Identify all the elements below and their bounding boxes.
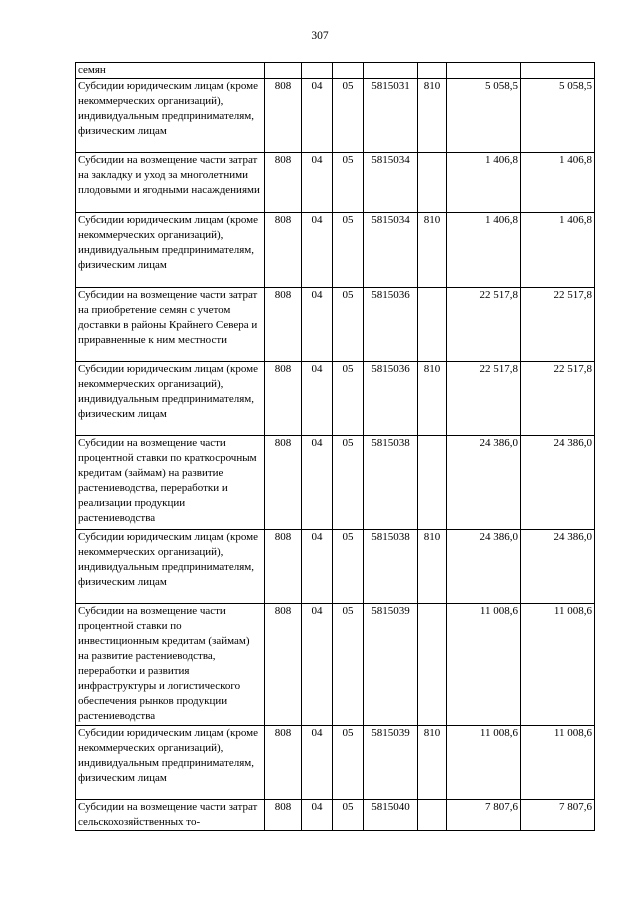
table-row	[76, 63, 595, 79]
amount-2-cell: 1 406,8	[521, 213, 595, 288]
article-code-cell: 5815036	[364, 362, 418, 436]
section-code-cell	[302, 63, 333, 79]
amount-1-cell: 24 386,0	[447, 530, 521, 604]
row-name-cell: Субсидии юридическим лицам (кроме некоммерческих организаций), индивидуальным предпринимателям, физическим лицам	[76, 213, 265, 288]
amount-1-cell: 5 058,5	[447, 79, 521, 153]
row-name-cell: семян	[76, 63, 265, 79]
table-row	[76, 436, 595, 530]
ministry-code-cell: 808	[265, 604, 302, 726]
amount-2-cell: 22 517,8	[521, 288, 595, 362]
subsection-code-cell: 05	[333, 436, 364, 530]
row-name-cell: Субсидии на возмещение части процентной ставки по инвестиционным кредитам (займам) на развитие растениеводства, переработки и развития инфраструктуры и логистического обеспечения рынков продукции растениеводства	[76, 604, 265, 726]
row-name-cell: Субсидии на возмещение части затрат на приобретение семян с учетом доставки в районы Крайнего Севера и приравненные к ним местности	[76, 288, 265, 362]
section-code-cell: 04	[302, 153, 333, 213]
amount-2-cell: 1 406,8	[521, 153, 595, 213]
row-name-cell: Субсидии на возмещение части процентной ставки по краткосрочным кредитам (займам) на развитие растениеводства, переработки и реализации продукции растениеводства	[76, 436, 265, 530]
table-row	[76, 153, 595, 213]
ministry-code-cell: 808	[265, 153, 302, 213]
ministry-code-cell: 808	[265, 362, 302, 436]
article-code-cell: 5815034	[364, 153, 418, 213]
amount-1-cell: 22 517,8	[447, 288, 521, 362]
amount-1-cell: 11 008,6	[447, 604, 521, 726]
section-code-cell: 04	[302, 436, 333, 530]
article-code-cell: 5815039	[364, 604, 418, 726]
amount-2-cell	[521, 63, 595, 79]
table-row	[76, 288, 595, 362]
expense-type-code-cell: 810	[418, 726, 447, 800]
row-name-cell: Субсидии на возмещение части затрат на закладку и уход за многолетними плодовыми и ягодными насаждениями	[76, 153, 265, 213]
amount-2-cell: 7 807,6	[521, 800, 595, 831]
amount-2-cell: 22 517,8	[521, 362, 595, 436]
section-code-cell: 04	[302, 79, 333, 153]
row-name-cell: Субсидии на возмещение части затрат сельскохозяйственных то-	[76, 800, 265, 831]
article-code-cell: 5815038	[364, 436, 418, 530]
subsection-code-cell: 05	[333, 362, 364, 436]
table-row	[76, 726, 595, 800]
section-code-cell: 04	[302, 530, 333, 604]
amount-1-cell	[447, 63, 521, 79]
subsection-code-cell: 05	[333, 604, 364, 726]
subsection-code-cell: 05	[333, 213, 364, 288]
ministry-code-cell: 808	[265, 530, 302, 604]
ministry-code-cell: 808	[265, 213, 302, 288]
table-row	[76, 800, 595, 831]
section-code-cell: 04	[302, 604, 333, 726]
expense-type-code-cell: 810	[418, 213, 447, 288]
row-name-cell: Субсидии юридическим лицам (кроме некоммерческих организаций), индивидуальным предпринимателям, физическим лицам	[76, 530, 265, 604]
article-code-cell: 5815040	[364, 800, 418, 831]
row-name-cell: Субсидии юридическим лицам (кроме некоммерческих организаций), индивидуальным предпринимателям, физическим лицам	[76, 79, 265, 153]
section-code-cell: 04	[302, 362, 333, 436]
amount-1-cell: 1 406,8	[447, 153, 521, 213]
expense-type-code-cell	[418, 800, 447, 831]
page-number: 307	[311, 30, 329, 42]
amount-1-cell: 24 386,0	[447, 436, 521, 530]
subsection-code-cell: 05	[333, 800, 364, 831]
subsection-code-cell: 05	[333, 726, 364, 800]
expense-type-code-cell	[418, 63, 447, 79]
table-row	[76, 213, 595, 288]
expense-type-code-cell: 810	[418, 362, 447, 436]
table-row	[76, 79, 595, 153]
budget-table	[75, 62, 595, 831]
article-code-cell: 5815031	[364, 79, 418, 153]
ministry-code-cell: 808	[265, 436, 302, 530]
expense-type-code-cell	[418, 604, 447, 726]
amount-1-cell: 11 008,6	[447, 726, 521, 800]
ministry-code-cell: 808	[265, 726, 302, 800]
ministry-code-cell: 808	[265, 800, 302, 831]
section-code-cell: 04	[302, 213, 333, 288]
subsection-code-cell: 05	[333, 153, 364, 213]
table-row	[76, 362, 595, 436]
expense-type-code-cell: 810	[418, 79, 447, 153]
expense-type-code-cell	[418, 288, 447, 362]
section-code-cell: 04	[302, 726, 333, 800]
amount-2-cell: 24 386,0	[521, 530, 595, 604]
table-row	[76, 604, 595, 726]
expense-type-code-cell: 810	[418, 530, 447, 604]
section-code-cell: 04	[302, 800, 333, 831]
expense-type-code-cell	[418, 153, 447, 213]
table-row	[76, 530, 595, 604]
ministry-code-cell: 808	[265, 288, 302, 362]
amount-2-cell: 11 008,6	[521, 726, 595, 800]
row-name-cell: Субсидии юридическим лицам (кроме некоммерческих организаций), индивидуальным предпринимателям, физическим лицам	[76, 362, 265, 436]
table-body	[76, 63, 595, 831]
subsection-code-cell	[333, 63, 364, 79]
ministry-code-cell: 808	[265, 79, 302, 153]
article-code-cell: 5815036	[364, 288, 418, 362]
row-name-cell: Субсидии юридическим лицам (кроме некоммерческих организаций), индивидуальным предпринимателям, физическим лицам	[76, 726, 265, 800]
amount-1-cell: 22 517,8	[447, 362, 521, 436]
amount-2-cell: 24 386,0	[521, 436, 595, 530]
article-code-cell: 5815038	[364, 530, 418, 604]
section-code-cell: 04	[302, 288, 333, 362]
subsection-code-cell: 05	[333, 79, 364, 153]
article-code-cell: 5815039	[364, 726, 418, 800]
amount-1-cell: 1 406,8	[447, 213, 521, 288]
amount-1-cell: 7 807,6	[447, 800, 521, 831]
amount-2-cell: 11 008,6	[521, 604, 595, 726]
subsection-code-cell: 05	[333, 530, 364, 604]
article-code-cell	[364, 63, 418, 79]
expense-type-code-cell	[418, 436, 447, 530]
amount-2-cell: 5 058,5	[521, 79, 595, 153]
ministry-code-cell	[265, 63, 302, 79]
article-code-cell: 5815034	[364, 213, 418, 288]
subsection-code-cell: 05	[333, 288, 364, 362]
